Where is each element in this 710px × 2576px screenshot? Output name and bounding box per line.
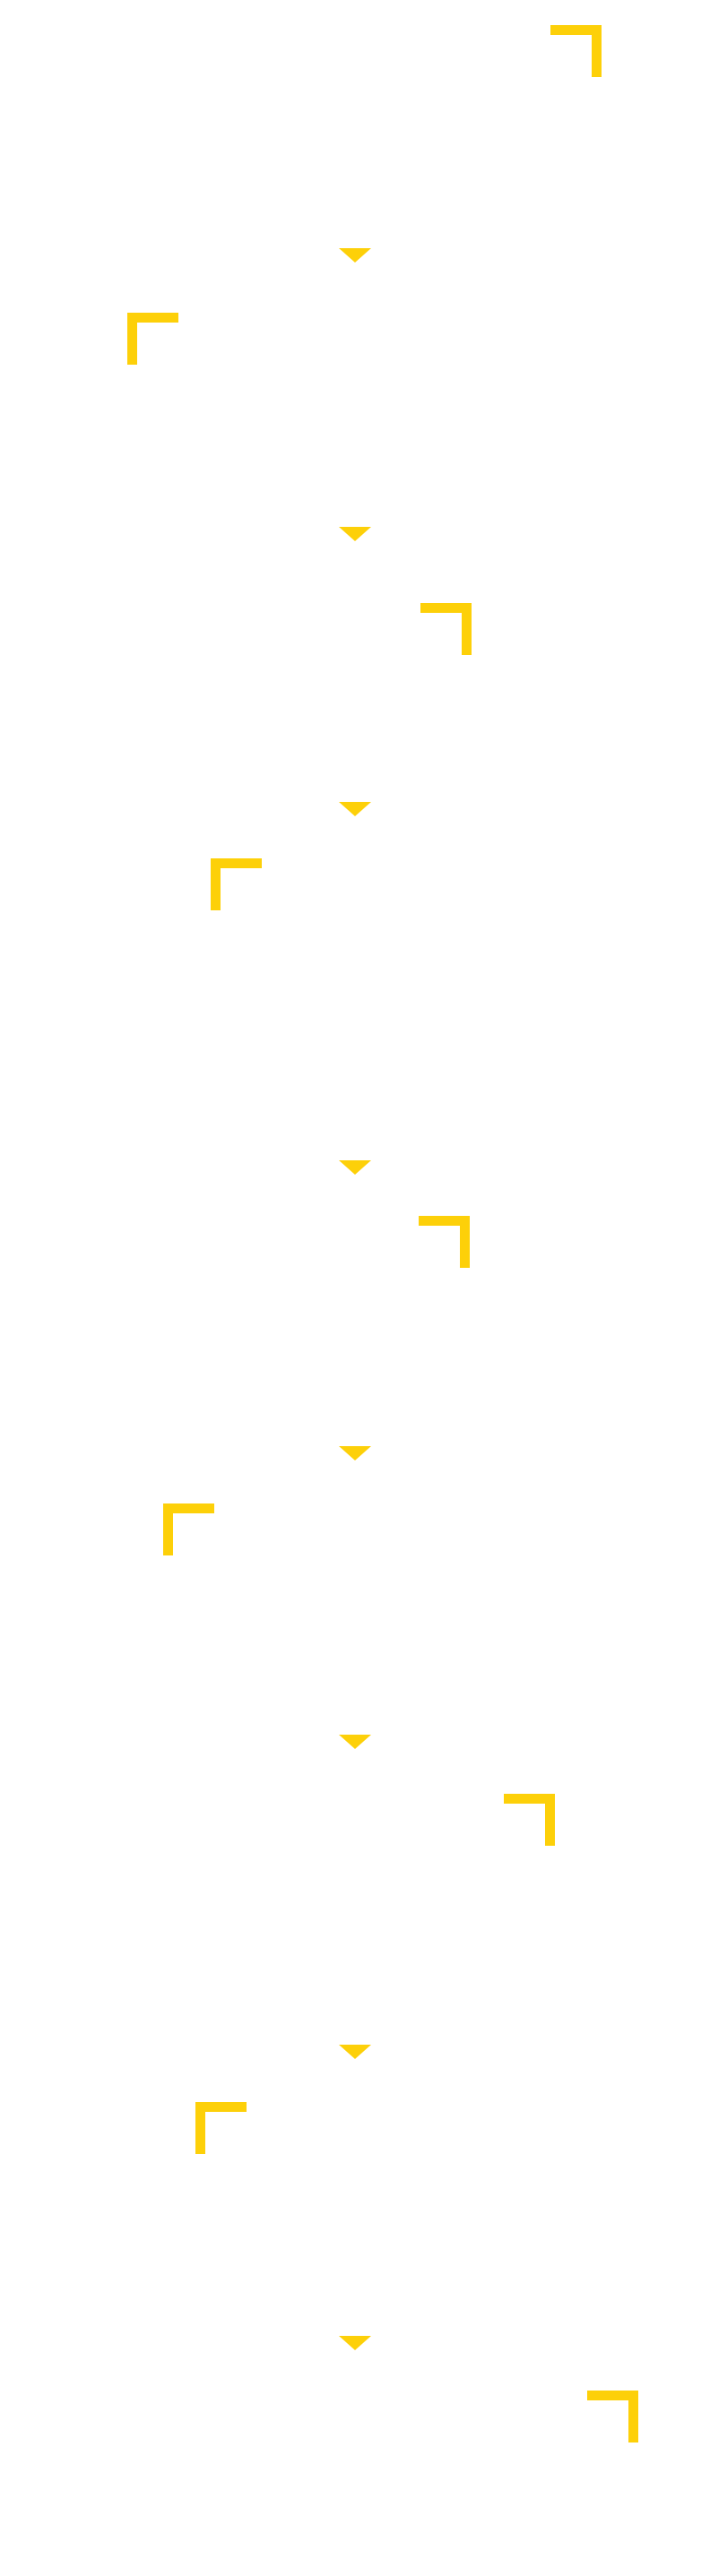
corner-bracket-top-right-icon: [550, 25, 604, 79]
chevron-down-icon: [339, 1159, 371, 1176]
corner-bracket-top-right-icon: [587, 2391, 641, 2444]
chevron-down-icon: [339, 2334, 371, 2352]
chevron-down-icon: [339, 525, 371, 543]
corner-bracket-top-right-icon: [504, 1794, 558, 1848]
corner-bracket-top-right-icon: [420, 603, 474, 657]
chevron-down-icon: [339, 1733, 371, 1751]
corner-bracket-top-right-icon: [419, 1216, 472, 1270]
corner-bracket-top-left-icon: [127, 313, 181, 366]
chevron-down-icon: [339, 1444, 371, 1462]
chevron-down-icon: [339, 2043, 371, 2061]
corner-bracket-top-left-icon: [211, 858, 264, 912]
corner-bracket-top-left-icon: [195, 2102, 249, 2156]
chevron-down-icon: [339, 246, 371, 264]
chevron-down-icon: [339, 800, 371, 818]
corner-bracket-top-left-icon: [163, 1503, 217, 1557]
